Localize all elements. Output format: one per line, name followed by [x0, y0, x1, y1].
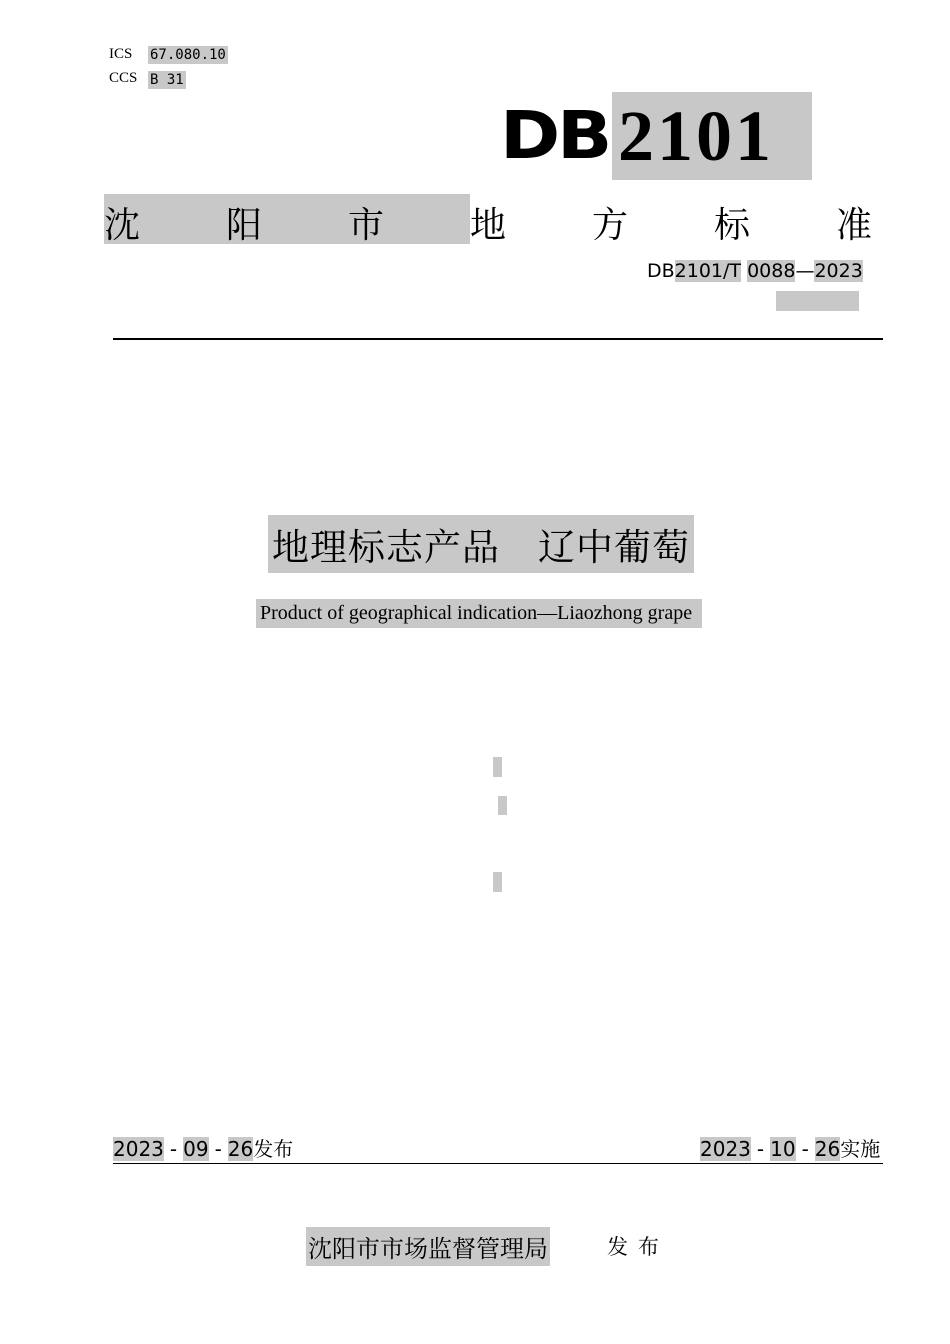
- publish-sep-2: -: [214, 1137, 222, 1161]
- standard-type-char-5: 方: [592, 205, 629, 246]
- standard-type-char-7: 准: [836, 205, 873, 246]
- implement-day: 26: [814, 1137, 841, 1161]
- placeholder-mark-1: [493, 757, 502, 777]
- publish-day: 26: [227, 1137, 254, 1161]
- ics-label: ICS: [109, 46, 133, 62]
- standard-mark-number: 2101: [618, 96, 774, 176]
- docno-replace-box: [776, 291, 859, 311]
- placeholder-mark-3: [493, 872, 502, 892]
- standard-mark-prefix: DB: [500, 97, 610, 174]
- implement-date: [700, 1133, 880, 1162]
- implement-month: 10: [770, 1137, 796, 1161]
- publish-word: 发布: [253, 1137, 294, 1161]
- placeholder-mark-2: [498, 796, 507, 815]
- publish-sep-1: -: [169, 1137, 178, 1161]
- header-rule: [113, 338, 883, 340]
- standard-type-char-1: 沈: [104, 205, 141, 246]
- standard-type-char-4: 地: [470, 205, 507, 246]
- footer-rule: [113, 1163, 883, 1164]
- title-chinese: 地理标志产品 辽中葡萄: [268, 515, 694, 573]
- standard-mark-number-box: [612, 92, 812, 180]
- docno-dash: —: [795, 260, 815, 282]
- docno-prefix: DB: [647, 260, 675, 282]
- standard-type-char-6: 标: [714, 205, 751, 246]
- standard-type-highlight: [104, 194, 470, 244]
- ccs-value: B 31: [150, 72, 184, 88]
- publish-date: [113, 1133, 293, 1162]
- ccs-label: CCS: [109, 70, 138, 86]
- publish-month: 09: [183, 1137, 209, 1161]
- standard-type-char-3: 市: [348, 205, 385, 246]
- publish-year: 2023: [113, 1137, 164, 1161]
- issuer-name: 沈阳市市场监督管理局: [306, 1227, 550, 1266]
- title-english: Product of geographical indication—Liaozhong grape: [256, 599, 702, 628]
- implement-year: 2023: [700, 1137, 751, 1161]
- docno-year: 2023: [814, 260, 863, 282]
- docno-seq: 0088: [747, 260, 796, 282]
- implement-sep-2: -: [801, 1137, 809, 1161]
- issuer-action: 发布: [607, 1235, 669, 1259]
- ics-value: 67.080.10: [150, 47, 226, 63]
- implement-sep-1: -: [756, 1137, 765, 1161]
- standard-type-char-2: 阳: [226, 205, 263, 246]
- docno-code: 2101/T: [674, 260, 742, 282]
- implement-word: 实施: [840, 1137, 881, 1161]
- document-number: [647, 260, 863, 282]
